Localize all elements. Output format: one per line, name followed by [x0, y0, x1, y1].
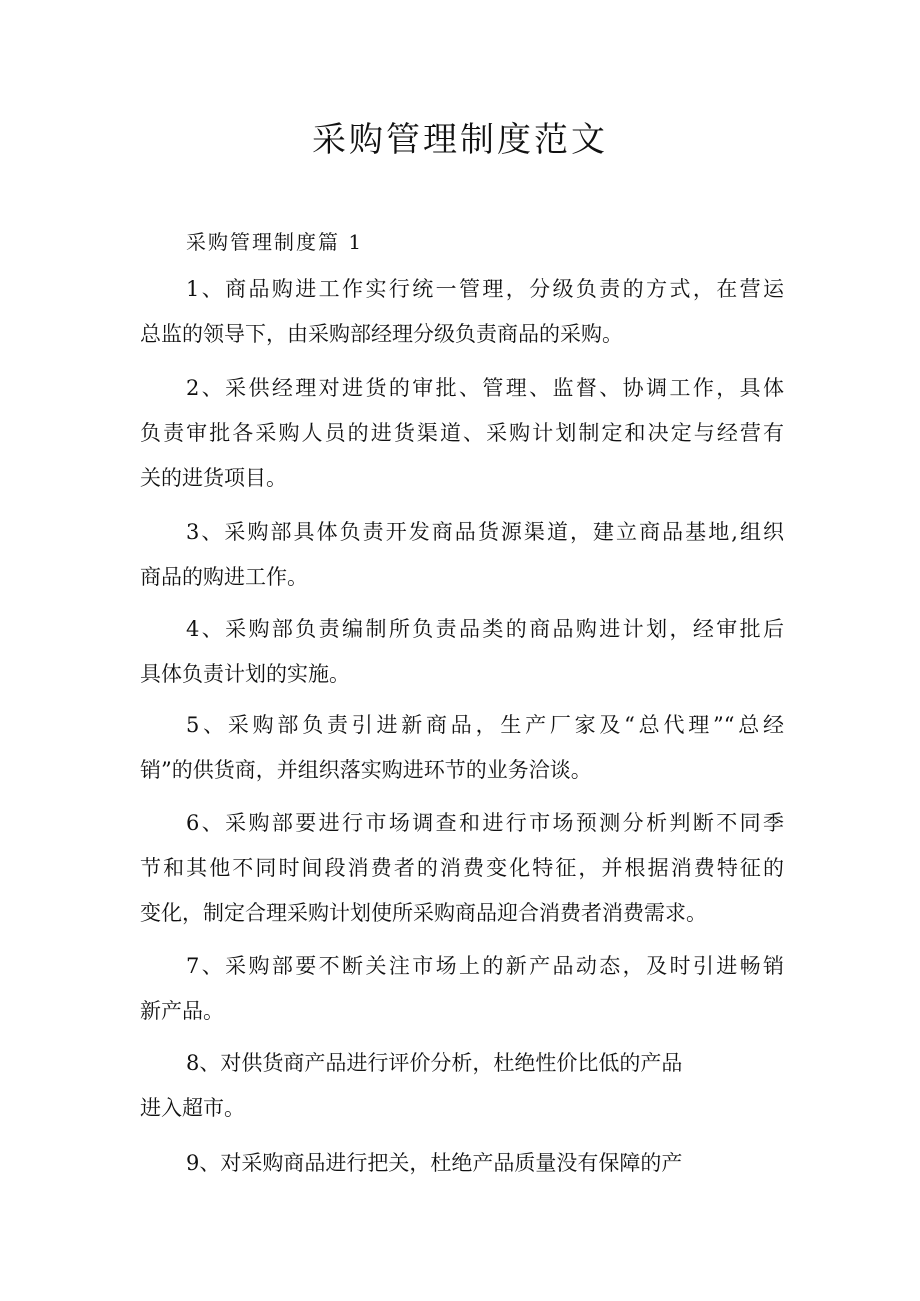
- paragraph-8: [140, 1041, 784, 1131]
- paragraph-line: 进入超市。: [140, 1096, 245, 1120]
- paragraph-line: 总监的领导下，由采购部经理分级负责商品的采购。: [140, 322, 623, 346]
- paragraph-6: [140, 801, 784, 936]
- paragraph-line: 4、采购部负责编制所负责品类的商品购进计划，经审批后: [186, 617, 784, 641]
- document-title: 采购管理制度范文: [312, 120, 608, 160]
- paragraph-line: 6、采购部要进行市场调查和进行市场预测分析判断不同季: [186, 811, 784, 835]
- paragraph-line: 关的进货项目。: [140, 466, 287, 490]
- paragraph-line: 变化，制定合理采购计划使所采购商品迎合消费者消费需求。: [140, 901, 707, 925]
- paragraph-2: [140, 366, 784, 501]
- paragraph-line: 节和其他不同时间段消费者的消费变化特征，并根据消费特征的: [140, 856, 784, 880]
- paragraph-1: [140, 267, 784, 357]
- paragraph-line: 销”的供货商，并组织落实购进环节的业务洽谈。: [140, 758, 592, 782]
- paragraph-5: [140, 703, 784, 793]
- section-heading: 采购管理制度篇 1: [186, 230, 364, 254]
- paragraph-line: 商品的购进工作。: [140, 565, 308, 589]
- paragraph-line: 具体负责计划的实施。: [140, 662, 350, 686]
- paragraph-line: 3、采购部具体负责开发商品货源渠道，建立商品基地,组织: [186, 520, 784, 544]
- paragraph-4: [140, 607, 784, 697]
- paragraph-line: 新产品。: [140, 999, 224, 1023]
- paragraph-9: [140, 1141, 784, 1186]
- paragraph-line: 1、商品购进工作实行统一管理，分级负责的方式，在营运: [186, 277, 784, 301]
- paragraph-line: 负责审批各采购人员的进货渠道、采购计划制定和决定与经营有: [140, 421, 784, 445]
- paragraph-line: 7、采购部要不断关注市场上的新产品动态，及时引进畅销: [186, 954, 784, 978]
- paragraph-line: 8、对供货商产品进行评价分析，杜绝性价比低的产品: [186, 1051, 683, 1075]
- paragraph-3: [140, 510, 784, 600]
- paragraph-line: 2、采供经理对进货的审批、管理、监督、协调工作，具体: [186, 376, 784, 400]
- paragraph-7: [140, 944, 784, 1034]
- paragraph-line: 9、对采购商品进行把关，杜绝产品质量没有保障的产: [186, 1151, 683, 1175]
- paragraph-line: 5、采购部负责引进新商品，生产厂家及“总代理”“总经: [186, 713, 784, 737]
